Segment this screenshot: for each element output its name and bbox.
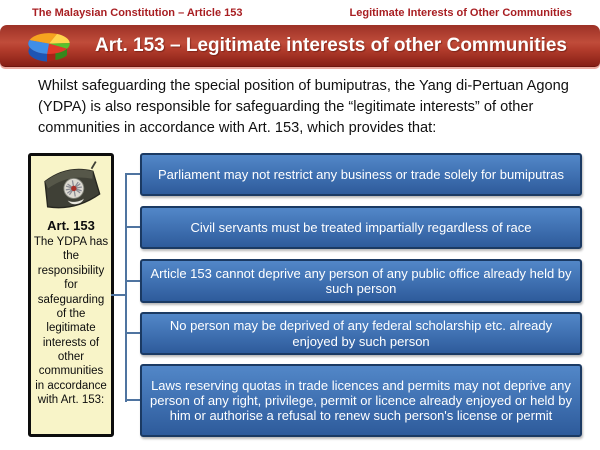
provision-box-5: Laws reserving quotas in trade licences and permits may not deprive any person of any right, privilege, permit or licence already enjoyed or held by him or authorise a refusal to renew such person's license or permit (140, 364, 582, 437)
page-title: Art. 153 – Legitimate interests of other Communities (95, 34, 567, 56)
provision-box-3: Article 153 cannot deprive any person of any public office already held by such person (140, 259, 582, 303)
header-strip (0, 0, 600, 25)
title-bar (0, 25, 600, 67)
connector-stub-4 (125, 332, 140, 334)
header-right-text: Legitimate Interests of Other Communities (349, 6, 572, 19)
connector-stub-5 (125, 399, 140, 401)
connector-stub-3 (125, 280, 140, 282)
header-left-text: The Malaysian Constitution – Article 153 (32, 6, 243, 19)
songkok-image (34, 159, 108, 217)
art153-summary-box (28, 153, 114, 437)
connector-stub-1 (125, 173, 140, 175)
provision-box-1: Parliament may not restrict any business or trade solely for bumiputras (140, 153, 582, 196)
intro-paragraph: Whilst safeguarding the special position of bumiputras, the Yang di-Pertuan Agong (YDPA) is also responsible for safeguarding the “legitimate interests” of other communities in accordance with Art. 153, which provides that: (38, 78, 569, 136)
provision-box-2: Civil servants must be treated impartially regardless of race (140, 206, 582, 249)
connector-vertical-line (125, 174, 127, 402)
connector-sidebar-stub (111, 294, 125, 296)
sidebar-text: The YDPA has the responsibility for safeguarding of the legitimate interests of other communities in accordance with Art. 153: (33, 236, 109, 407)
sidebar-heading: Art. 153 (47, 218, 95, 233)
provision-box-4: No person may be deprived of any federal scholarship etc. already enjoyed by such person (140, 312, 582, 355)
pie-chart-3d-icon (24, 26, 74, 66)
connector-stub-2 (125, 226, 140, 228)
